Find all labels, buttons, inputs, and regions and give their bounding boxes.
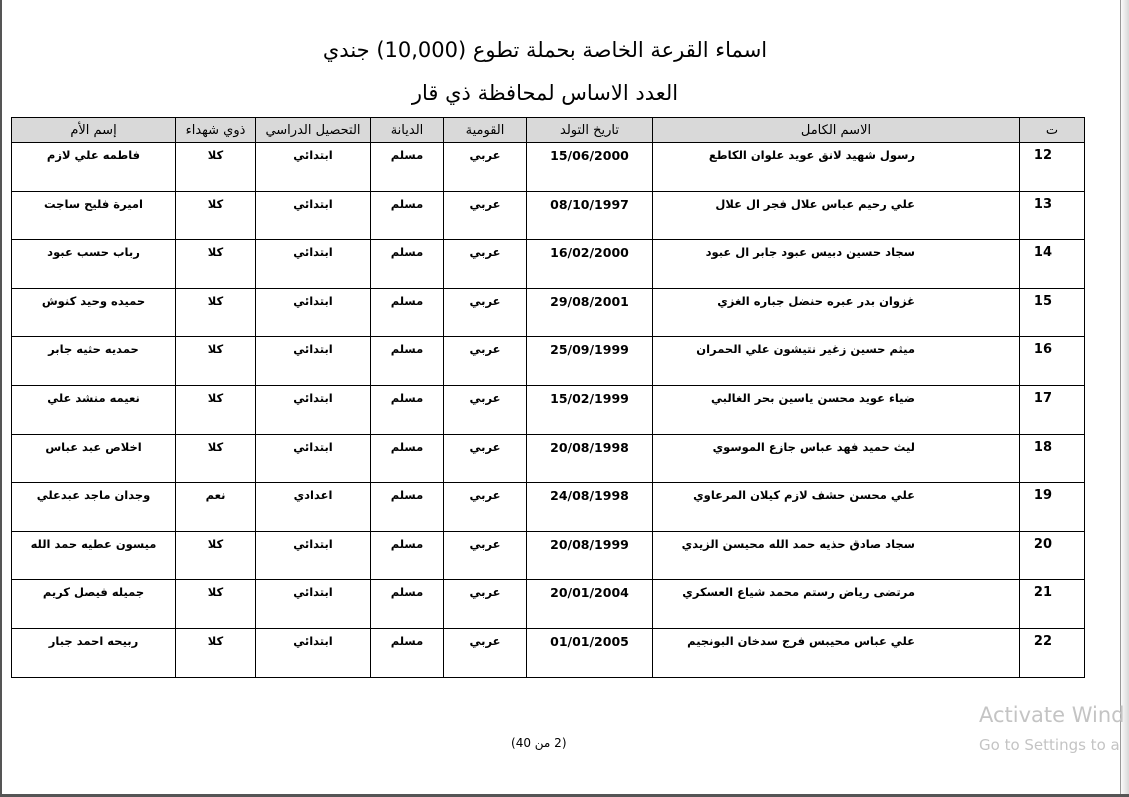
- header-name: الاسم الكامل: [653, 118, 1020, 143]
- cell-religion: مسلم: [371, 191, 444, 240]
- cell-martyrs: نعم: [176, 483, 256, 532]
- header-mother: إسم الأم: [12, 118, 176, 143]
- cell-num: 13: [1020, 191, 1085, 240]
- page-right-edge: [1120, 0, 1121, 797]
- cell-religion: مسلم: [371, 385, 444, 434]
- cell-nationality: عربي: [444, 191, 527, 240]
- cell-mother: نعيمه منشد علي: [12, 385, 176, 434]
- cell-mother: ميسون عطيه حمد الله: [12, 531, 176, 580]
- cell-num: 16: [1020, 337, 1085, 386]
- volunteer-table: [11, 117, 1085, 678]
- cell-nationality: عربي: [444, 628, 527, 677]
- cell-name: سجاد حسين دبيس عبود جابر ال عبود: [653, 240, 1020, 289]
- table-row: [12, 434, 1085, 483]
- document-subtitle: العدد الاساس لمحافظة ذي قار: [411, 81, 679, 105]
- cell-nationality: عربي: [444, 385, 527, 434]
- activation-watermark-title: Activate Wind: [979, 703, 1125, 727]
- cell-martyrs: كلا: [176, 434, 256, 483]
- cell-nationality: عربي: [444, 434, 527, 483]
- cell-education: ابتدائي: [256, 143, 371, 192]
- cell-education: ابتدائي: [256, 531, 371, 580]
- cell-mother: فاطمه علي لازم: [12, 143, 176, 192]
- table-row: [12, 385, 1085, 434]
- cell-education: اعدادي: [256, 483, 371, 532]
- cell-dob: 15/02/1999: [527, 385, 653, 434]
- cell-name: ضياء عويد محسن ياسين بحر الغالبي: [653, 385, 1020, 434]
- cell-mother: وجدان ماجد عبدعلي: [12, 483, 176, 532]
- cell-mother: ربيحه احمد جبار: [12, 628, 176, 677]
- table-row: [12, 240, 1085, 289]
- cell-religion: مسلم: [371, 483, 444, 532]
- cell-dob: 24/08/1998: [527, 483, 653, 532]
- cell-name: سجاد صادق حذيه حمد الله محيسن الزيدي: [653, 531, 1020, 580]
- table-row: [12, 483, 1085, 532]
- cell-num: 17: [1020, 385, 1085, 434]
- page-left-edge: [0, 0, 2, 797]
- cell-num: 21: [1020, 580, 1085, 629]
- cell-education: ابتدائي: [256, 337, 371, 386]
- cell-religion: مسلم: [371, 580, 444, 629]
- cell-martyrs: كلا: [176, 288, 256, 337]
- cell-name: ليث حميد فهد عباس جازع الموسوي: [653, 434, 1020, 483]
- cell-mother: اخلاص عبد عباس: [12, 434, 176, 483]
- cell-education: ابتدائي: [256, 580, 371, 629]
- cell-martyrs: كلا: [176, 385, 256, 434]
- cell-religion: مسلم: [371, 337, 444, 386]
- cell-dob: 16/02/2000: [527, 240, 653, 289]
- cell-nationality: عربي: [444, 580, 527, 629]
- cell-name: علي رحيم عباس علال فجر ال علال: [653, 191, 1020, 240]
- cell-num: 15: [1020, 288, 1085, 337]
- header-education: التحصيل الدراسي: [256, 118, 371, 143]
- table-row: [12, 531, 1085, 580]
- cell-dob: 20/08/1998: [527, 434, 653, 483]
- cell-mother: جميله فيصل كريم: [12, 580, 176, 629]
- cell-mother: حميده وحيد كنوش: [12, 288, 176, 337]
- table-row: [12, 143, 1085, 192]
- header-num: ت: [1020, 118, 1085, 143]
- cell-nationality: عربي: [444, 531, 527, 580]
- cell-num: 20: [1020, 531, 1085, 580]
- page-number: (2 من 40): [511, 736, 567, 750]
- header-religion: الديانة: [371, 118, 444, 143]
- cell-num: 14: [1020, 240, 1085, 289]
- cell-dob: 20/08/1999: [527, 531, 653, 580]
- cell-nationality: عربي: [444, 240, 527, 289]
- cell-martyrs: كلا: [176, 337, 256, 386]
- document-title: اسماء القرعة الخاصة بحملة تطوع (10,000) جندي: [322, 38, 768, 62]
- cell-martyrs: كلا: [176, 240, 256, 289]
- page-right-shadow: [1120, 0, 1129, 797]
- cell-num: 18: [1020, 434, 1085, 483]
- cell-education: ابتدائي: [256, 434, 371, 483]
- cell-num: 12: [1020, 143, 1085, 192]
- cell-mother: رباب حسب عبود: [12, 240, 176, 289]
- cell-education: ابتدائي: [256, 288, 371, 337]
- cell-religion: مسلم: [371, 288, 444, 337]
- cell-religion: مسلم: [371, 143, 444, 192]
- cell-education: ابتدائي: [256, 628, 371, 677]
- cell-martyrs: كلا: [176, 143, 256, 192]
- cell-nationality: عربي: [444, 288, 527, 337]
- header-martyrs: ذوي شهداء: [176, 118, 256, 143]
- cell-dob: 15/06/2000: [527, 143, 653, 192]
- table-row: [12, 191, 1085, 240]
- cell-nationality: عربي: [444, 143, 527, 192]
- table-row: [12, 628, 1085, 677]
- cell-num: 22: [1020, 628, 1085, 677]
- cell-dob: 25/09/1999: [527, 337, 653, 386]
- cell-martyrs: كلا: [176, 580, 256, 629]
- cell-religion: مسلم: [371, 628, 444, 677]
- cell-religion: مسلم: [371, 531, 444, 580]
- cell-education: ابتدائي: [256, 191, 371, 240]
- cell-num: 19: [1020, 483, 1085, 532]
- table-row: [12, 337, 1085, 386]
- activation-watermark-subtitle: Go to Settings to a: [979, 736, 1120, 754]
- cell-dob: 29/08/2001: [527, 288, 653, 337]
- cell-education: ابتدائي: [256, 240, 371, 289]
- cell-name: علي عباس محيبس فرج سدخان البونجيم: [653, 628, 1020, 677]
- cell-religion: مسلم: [371, 240, 444, 289]
- header-dob: تاريخ التولد: [527, 118, 653, 143]
- cell-martyrs: كلا: [176, 531, 256, 580]
- cell-martyrs: كلا: [176, 191, 256, 240]
- cell-nationality: عربي: [444, 483, 527, 532]
- table-row: [12, 288, 1085, 337]
- cell-education: ابتدائي: [256, 385, 371, 434]
- table-header-row: [12, 118, 1085, 143]
- cell-dob: 01/01/2005: [527, 628, 653, 677]
- cell-name: علي محسن حشف لازم كيلان المرعاوي: [653, 483, 1020, 532]
- cell-mother: اميرة فليح ساجت: [12, 191, 176, 240]
- cell-name: مرتضى رياض رستم محمد شياع العسكري: [653, 580, 1020, 629]
- cell-name: ميثم حسين زغير نتيشون علي الحمران: [653, 337, 1020, 386]
- table-row: [12, 580, 1085, 629]
- cell-mother: حمديه حثيه جابر: [12, 337, 176, 386]
- cell-dob: 08/10/1997: [527, 191, 653, 240]
- cell-nationality: عربي: [444, 337, 527, 386]
- cell-name: غزوان بدر عبره حنضل جباره الغزي: [653, 288, 1020, 337]
- cell-dob: 20/01/2004: [527, 580, 653, 629]
- cell-martyrs: كلا: [176, 628, 256, 677]
- cell-religion: مسلم: [371, 434, 444, 483]
- table-body: [12, 143, 1085, 678]
- header-nationality: القومية: [444, 118, 527, 143]
- cell-name: رسول شهيد لانق عويد علوان الكاطع: [653, 143, 1020, 192]
